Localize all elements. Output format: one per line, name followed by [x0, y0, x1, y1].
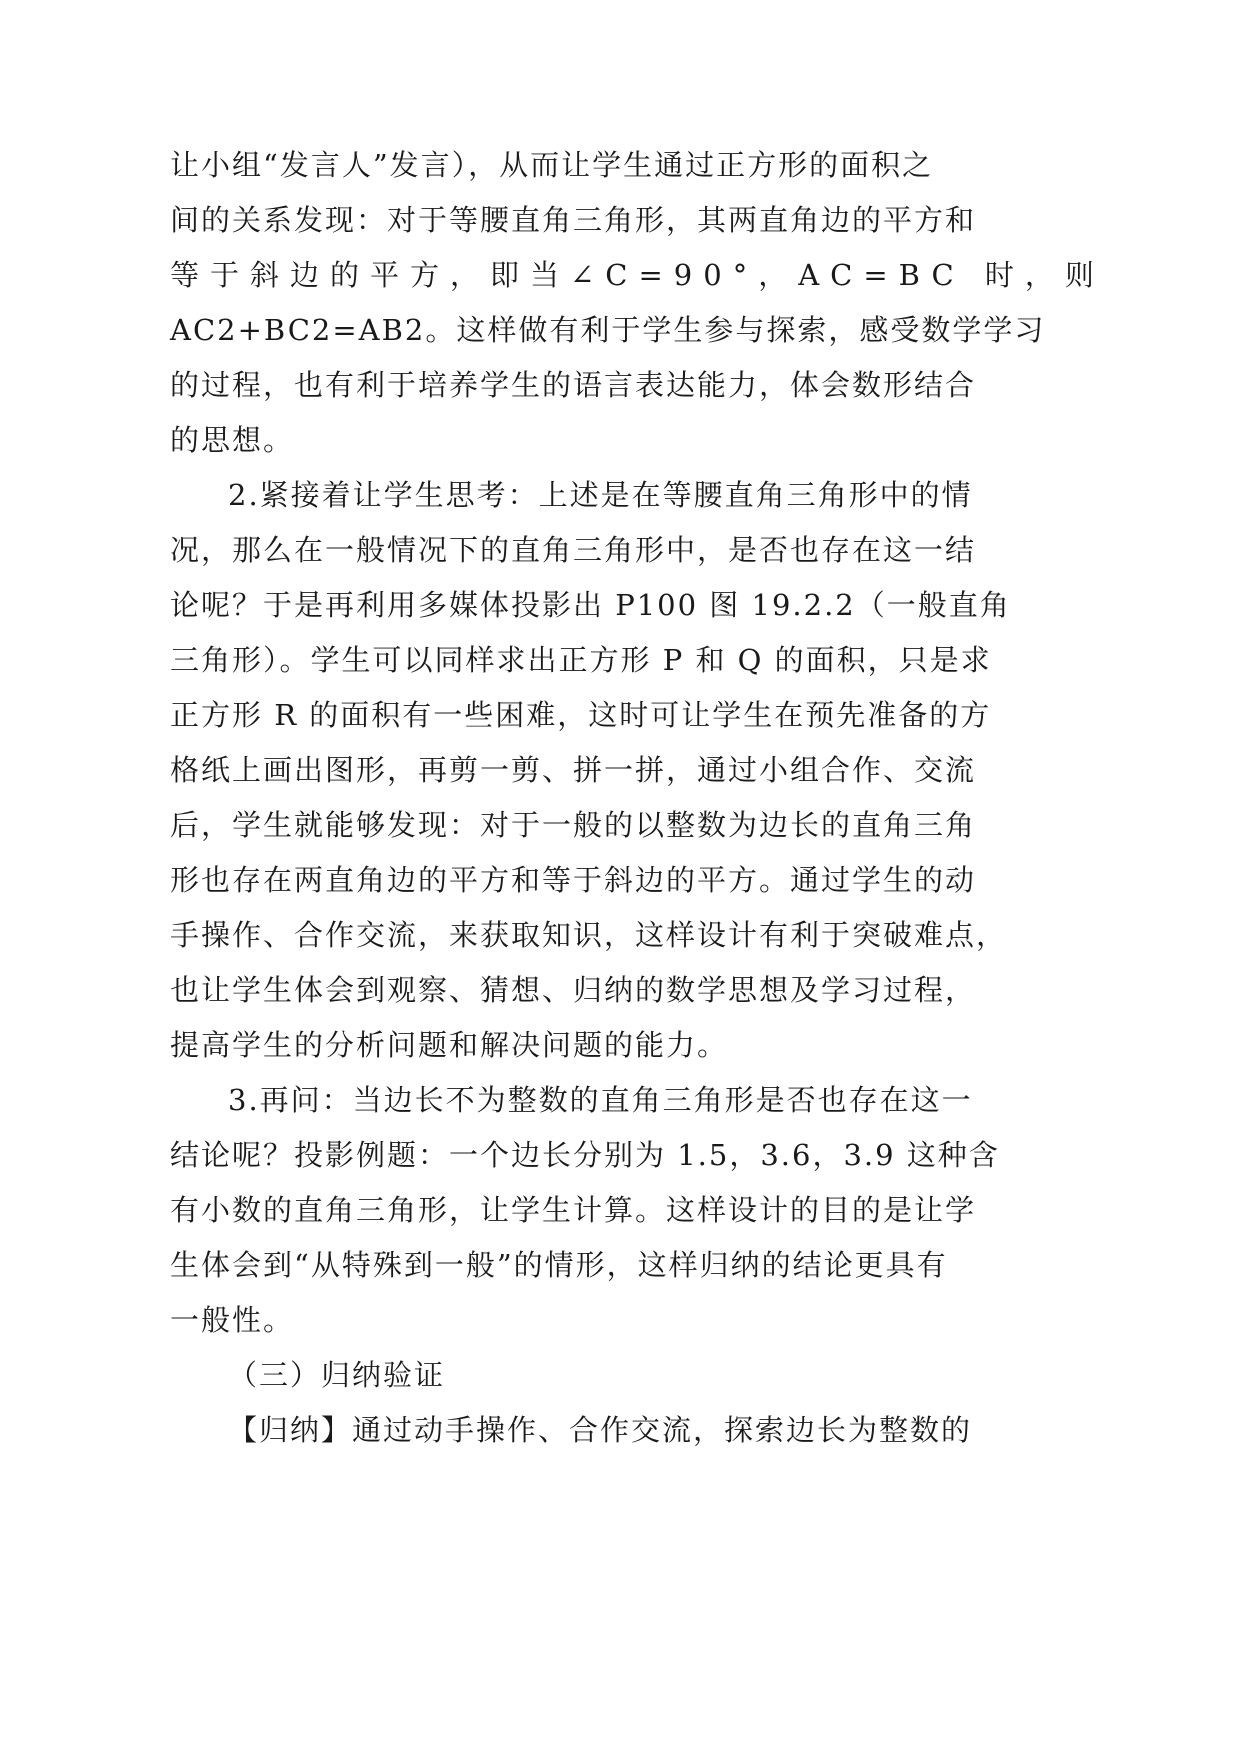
- paragraph-start: 2.紧接着让学生思考：上述是在等腰直角三角形中的情: [228, 478, 973, 512]
- section-heading: （三）归纳验证: [228, 1358, 446, 1392]
- text-line: 况，那么在一般情况下的直角三角形中，是否也存在这一结: [170, 533, 977, 567]
- text-line: 三角形）。学生可以同样求出正方形 P 和 Q 的面积，只是求: [170, 643, 992, 677]
- text-line: 有小数的直角三角形，让学生计算。这样设计的目的是让学: [170, 1193, 977, 1227]
- text-line: 手操作、合作交流，来获取知识，这样设计有利于突破难点，: [170, 918, 1008, 952]
- text-line: 间的关系发现：对于等腰直角三角形，其两直角边的平方和: [170, 203, 977, 237]
- paragraph-start: 3.再问：当边长不为整数的直角三角形是否也存在这一: [228, 1083, 973, 1117]
- text-line: 的过程，也有利于培养学生的语言表达能力，体会数形结合: [170, 368, 977, 402]
- text-line: 让小组“发言人”发言），从而让学生通过正方形的面积之: [170, 148, 934, 182]
- text-line: 也让学生体会到观察、猜想、归纳的数学思想及学习过程，: [170, 973, 977, 1007]
- text-line: 格纸上画出图形，再剪一剪、拼一拼，通过小组合作、交流: [170, 753, 977, 787]
- text-line: 结论呢？投影例题：一个边长分别为 1.5，3.6，3.9 这种含: [170, 1138, 1000, 1172]
- text-line: 生体会到“从特殊到一般”的情形，这样归纳的结论更具有: [170, 1248, 948, 1282]
- text-line: 提高学生的分析问题和解决问题的能力。: [170, 1028, 729, 1062]
- text-line: 后，学生就能够发现：对于一般的以整数为边长的直角三角: [170, 808, 977, 842]
- text-line: 等于斜边的平方，即当∠C=90°，AC=BC 时，则: [170, 258, 1105, 292]
- text-line: 正方形 R 的面积有一些困难，这时可让学生在预先准备的方: [170, 698, 992, 732]
- paragraph-start: 【归纳】通过动手操作、合作交流，探索边长为整数的: [228, 1413, 973, 1447]
- document-body: [170, 138, 1105, 1458]
- text-line: 的思想。: [170, 423, 295, 457]
- text-line: 论呢？于是再利用多媒体投影出 P100 图 19.2.2（一般直角: [170, 588, 1011, 622]
- text-line: 一般性。: [170, 1303, 295, 1337]
- text-line: 形也存在两直角边的平方和等于斜边的平方。通过学生的动: [170, 863, 977, 897]
- text-line: AC2+BC2=AB2。这样做有利于学生参与探索，感受数学学习: [170, 313, 1046, 347]
